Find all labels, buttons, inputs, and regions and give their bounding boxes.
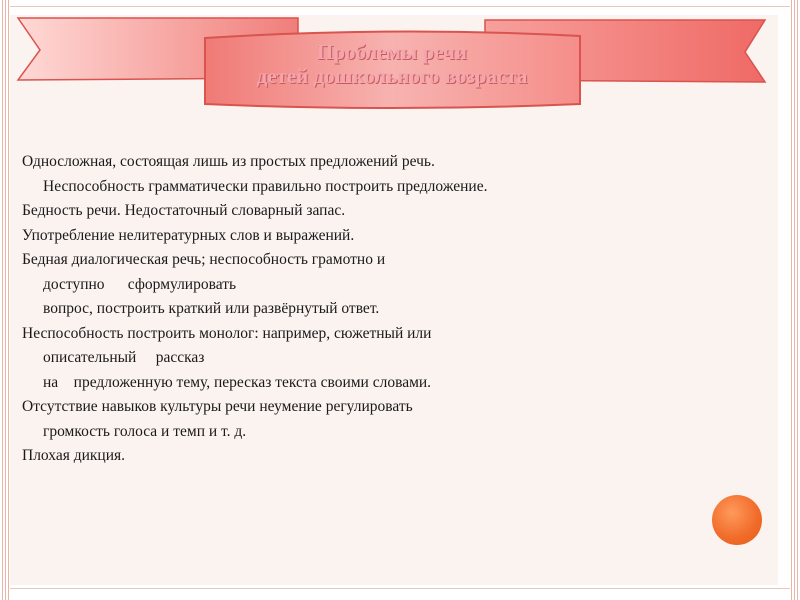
list-item [10,150,770,199]
list-item [10,199,770,224]
list-item-text [10,224,770,249]
title-line-1: Проблемы речи [317,40,467,64]
list-item-label: громкость голоса и темп и т. д. [43,422,247,440]
list-item-continuation [10,420,770,445]
list-item-continuation [10,346,770,371]
problems-list [10,150,770,469]
title-line-2: детей дошкольного возраста [256,64,528,88]
list-item-label: Односложная, состоящая лишь из простых предложений речь. [22,153,435,170]
slide-title [212,40,572,88]
list-item-text [10,395,770,420]
list-item-label: Отсутствие навыков культуры речи неумение регулировать [22,398,413,415]
list-item-label: Плохая дикция. [22,447,126,464]
list-item [10,322,770,396]
list-item-label: Бедность речи. Недостаточный словарный запас. [22,202,346,219]
list-item-continuation [10,273,770,298]
list-item [10,395,770,444]
list-item-label: Употребление нелитературных слов и выражений. [22,226,355,244]
list-item-text [10,248,770,273]
list-item-label: Неспособность грамматически правильно построить предложение. [43,177,488,195]
list-item-label: доступно сформулировать [43,275,237,293]
list-item-label: на предложенную тему, пересказ текста своими словами. [43,373,432,391]
list-item-text [10,322,770,347]
list-item-text [10,444,770,469]
list-item-continuation [10,371,770,396]
frame-bottom-line [10,588,790,589]
list-item [10,248,770,322]
list-item-label: описательный рассказ [43,349,205,366]
list-item-label: Неспособность построить монолог: например, сюжетный или [22,324,432,342]
orange-circle-decoration [712,495,762,545]
list-item-label: вопрос, построить краткий или развёрнутый ответ. [43,300,380,317]
list-item-continuation [10,175,770,200]
list-item-text [10,150,770,175]
list-item [10,224,770,249]
list-item-continuation [10,297,770,322]
list-item-label: Бедная диалогическая речь; неспособность грамотно и [22,251,386,268]
list-item [10,444,770,469]
list-item-text [10,199,770,224]
